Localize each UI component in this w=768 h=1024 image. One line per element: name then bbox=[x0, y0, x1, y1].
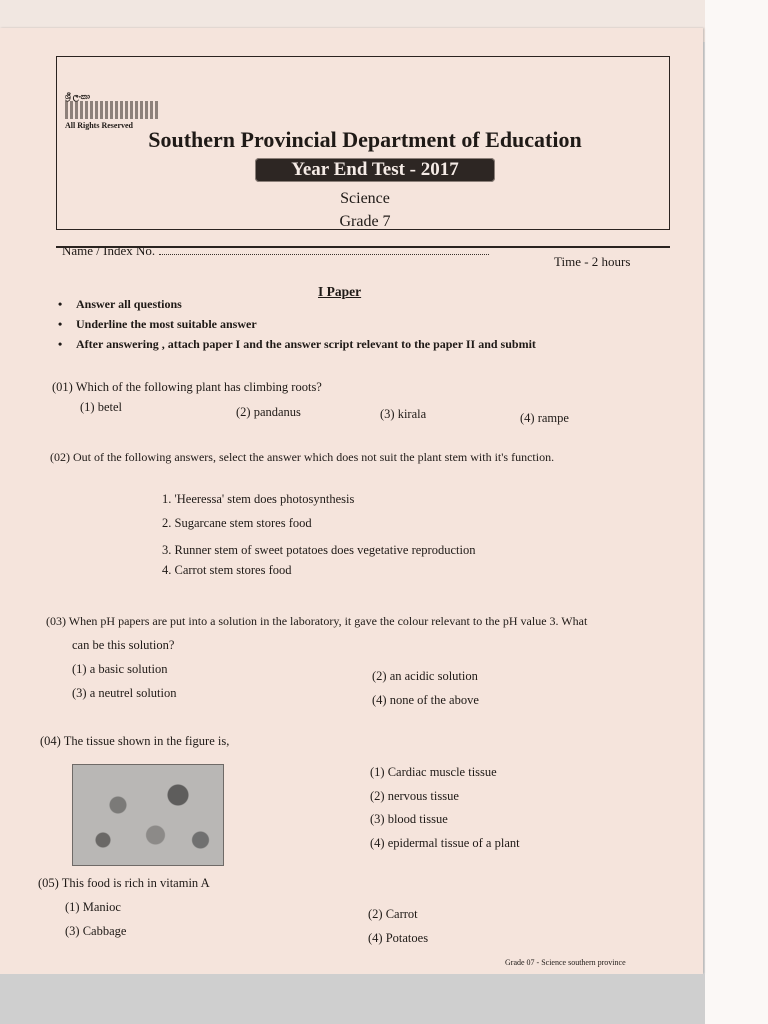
name-blank[interactable] bbox=[159, 254, 489, 255]
question-4: (04) The tissue shown in the figure is, bbox=[40, 734, 230, 748]
name-label: Name / Index No. bbox=[62, 243, 156, 258]
q3-option-4[interactable]: (4) none of the above bbox=[372, 693, 479, 707]
question-2: (02) Out of the following answers, select the answer which does not suit the plant stem with it's function. bbox=[50, 450, 555, 464]
instruction: • After answering , attach paper I and the answer script relevant to the paper II and submit bbox=[58, 337, 536, 351]
subject: Science bbox=[340, 190, 390, 207]
q4-option-4[interactable]: (4) epidermal tissue of a plant bbox=[370, 836, 520, 850]
instruction-text: Answer all questions bbox=[76, 297, 182, 311]
page-footer: Grade 07 - Science southern province bbox=[505, 958, 626, 967]
q5-option-2[interactable]: (2) Carrot bbox=[368, 907, 418, 921]
department-title: Southern Provincial Department of Education bbox=[148, 127, 582, 152]
instruction: • Underline the most suitable answer bbox=[58, 317, 257, 331]
logo-sinhala-text: ශ්‍රී ලංකා bbox=[65, 92, 90, 101]
instruction-text: Underline the most suitable answer bbox=[76, 317, 257, 331]
q2-option-3[interactable]: 3. Runner stem of sweet potatoes does vegetative reproduction bbox=[162, 543, 476, 557]
q3-option-1[interactable]: (1) a basic solution bbox=[72, 662, 168, 676]
q2-option-2[interactable]: 2. Sugarcane stem stores food bbox=[162, 516, 312, 530]
q5-option-1[interactable]: (1) Manioc bbox=[65, 900, 121, 914]
q1-option-3[interactable]: (3) kirala bbox=[380, 407, 427, 421]
scan-bottom-margin bbox=[0, 974, 705, 1024]
q2-option-1[interactable]: 1. 'Heeressa' stem does photosynthesis bbox=[162, 492, 355, 506]
q5-option-3[interactable]: (3) Cabbage bbox=[65, 924, 127, 938]
instruction-text: After answering , attach paper I and the answer script relevant to the paper II and submit bbox=[76, 337, 536, 351]
q1-option-1[interactable]: (1) betel bbox=[80, 400, 122, 414]
instruction: • Answer all questions bbox=[58, 297, 182, 311]
q3-option-3[interactable]: (3) a neutrel solution bbox=[72, 686, 177, 700]
header-divider bbox=[56, 246, 670, 248]
question-3: (03) When pH papers are put into a solution in the laboratory, it gave the colour relevant to the pH value 3. What bbox=[46, 614, 588, 628]
test-title-badge: Year End Test - 2017 bbox=[255, 158, 495, 182]
q2-option-4[interactable]: 4. Carrot stem stores food bbox=[162, 563, 292, 577]
question-3-continued: can be this solution? bbox=[72, 638, 175, 652]
tissue-figure-image bbox=[72, 764, 224, 866]
time-label: Time - 2 hours bbox=[554, 254, 631, 269]
scan-right-margin bbox=[705, 0, 768, 1024]
question-5: (05) This food is rich in vitamin A bbox=[38, 876, 210, 890]
logo-seal-icon bbox=[65, 101, 160, 119]
q1-option-4[interactable]: (4) rampe bbox=[520, 411, 569, 425]
q4-option-2[interactable]: (2) nervous tissue bbox=[370, 789, 459, 803]
q5-option-4[interactable]: (4) Potatoes bbox=[368, 931, 429, 945]
q4-option-1[interactable]: (1) Cardiac muscle tissue bbox=[370, 765, 497, 779]
q3-option-2[interactable]: (2) an acidic solution bbox=[372, 669, 478, 683]
paper-title: I Paper bbox=[318, 284, 362, 299]
rights-text: All Rights Reserved bbox=[65, 121, 133, 130]
grade: Grade 7 bbox=[339, 213, 391, 230]
logo bbox=[65, 92, 160, 130]
q1-option-2[interactable]: (2) pandanus bbox=[236, 405, 301, 419]
q4-option-3[interactable]: (3) blood tissue bbox=[370, 812, 448, 826]
question-1: (01) Which of the following plant has climbing roots? bbox=[52, 380, 322, 394]
